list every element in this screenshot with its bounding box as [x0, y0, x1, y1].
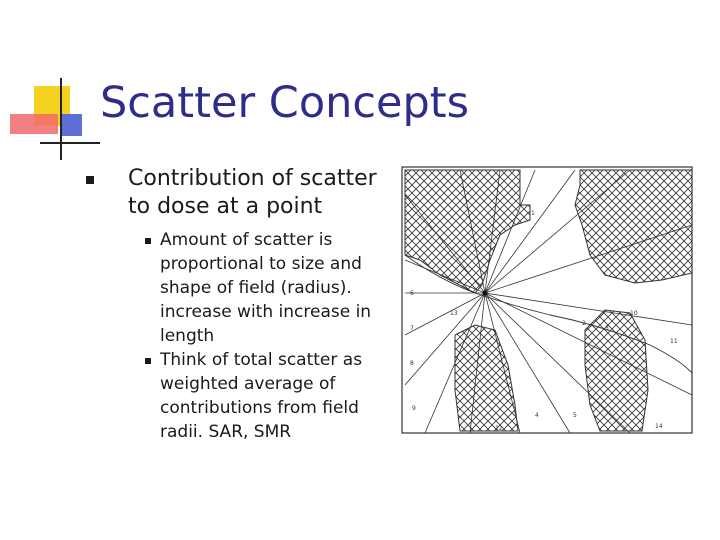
radius-label: 3	[605, 325, 609, 332]
ornament-red-bar	[10, 114, 58, 134]
radius-label: 4	[535, 412, 539, 419]
radius-label: 1	[531, 210, 535, 217]
sub-bullet-square	[145, 358, 151, 364]
ornament-blue-square	[62, 114, 82, 136]
sub-bullet-text: Amount of scatter is proportional to size and shape of field (radius). increase with increase in length	[160, 230, 372, 346]
bullet-square	[86, 176, 94, 184]
hatched-region-top-left	[405, 170, 530, 293]
radius-label: 9	[412, 405, 416, 412]
radius-label: 7	[410, 325, 414, 332]
ornament-vertical-line	[60, 78, 62, 160]
slide-title: Scatter Concepts	[100, 78, 470, 128]
radius-label: 10	[630, 310, 638, 317]
radius-label: 12	[495, 425, 503, 432]
ornament-horizontal-line	[40, 142, 100, 144]
bullet-text: Contribution of scatter to dose at a point	[128, 166, 377, 219]
calculation-point	[483, 291, 488, 296]
hatched-region-top-right	[575, 170, 692, 283]
radius-label: 5	[573, 412, 577, 419]
hatched-region-bottom-right	[585, 310, 648, 431]
radius-label: 13	[450, 310, 458, 317]
title-ornament	[0, 70, 100, 170]
radius-label: 6	[410, 290, 414, 297]
radius-label: 2	[582, 320, 586, 327]
sub-bullet-square	[145, 238, 151, 244]
radius-label: 11	[670, 338, 678, 345]
radius-label: 8	[410, 360, 414, 367]
radius-label: 14	[655, 423, 663, 430]
scatter-radii-diagram	[400, 165, 695, 437]
sub-bullet-text: Think of total scatter as weighted average of contributions from field radii. SAR, SMR	[160, 350, 363, 442]
